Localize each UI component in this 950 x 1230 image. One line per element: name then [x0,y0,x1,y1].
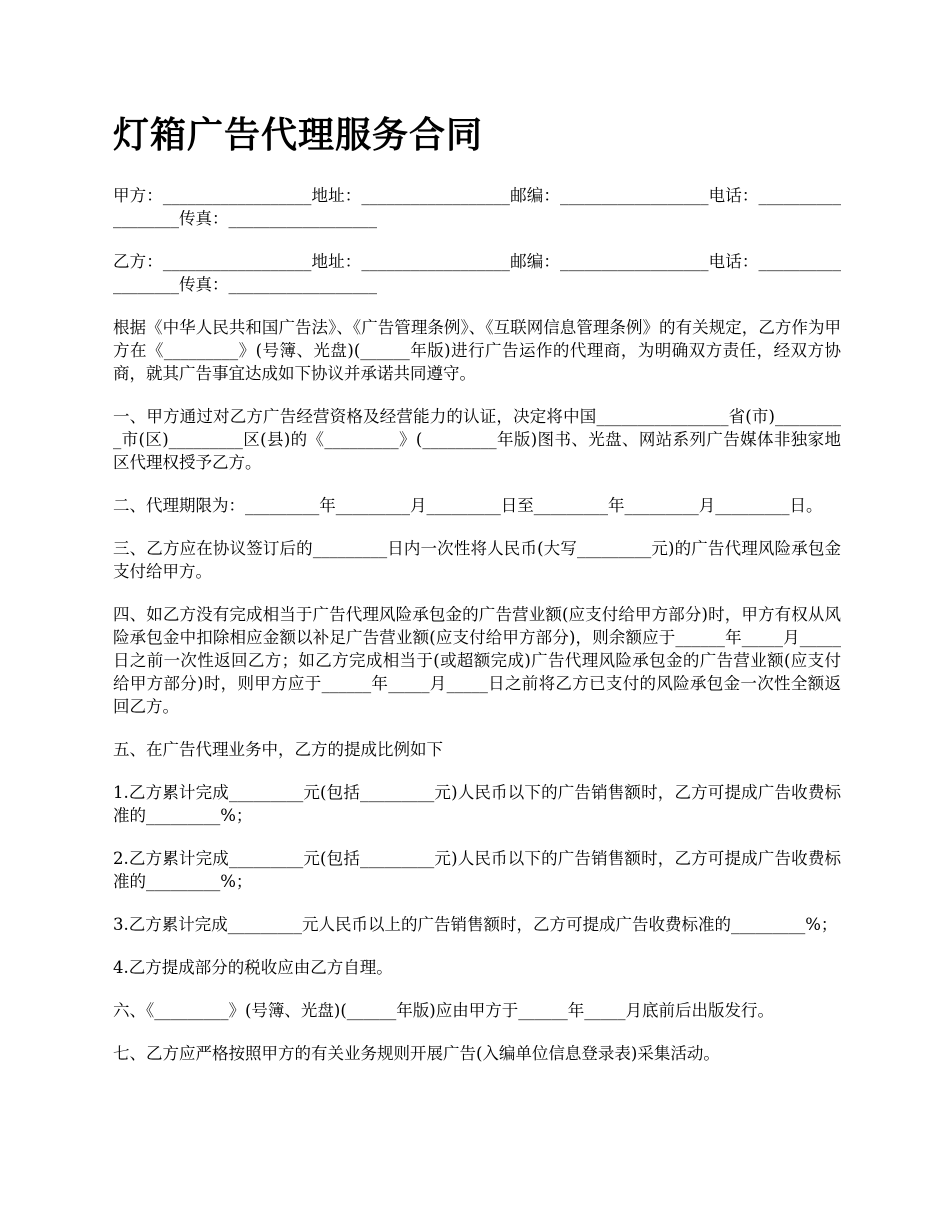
clause-4: 四、如乙方没有完成相当于广告代理风险承包金的广告营业额(应支付给甲方部分)时，甲方有权从风险承包金中扣除相应金额以补足广告营业额(应支付给甲方部分)，则余额应于______年_____月_____日之前一次性返回乙方；如乙方完成相当于(或超额完成)广告代理风险承包金的广告营业额(应支付给甲方部分)时，则甲方应于______年_____月_____日之前将乙方已支付的风险承包金一次性全额返回乙方。 [113,605,841,716]
party-b-info: 乙方：__________________地址：__________________邮编：__________________电话：__________________传真：__________________ [113,252,841,294]
clause-5-item-1: 1.乙方累计完成_________元(包括_________元)人民币以下的广告销售额时，乙方可提成广告收费标准的_________%； [113,783,841,825]
party-a-info: 甲方：__________________地址：__________________邮编：__________________电话：__________________传真：__________________ [113,186,841,228]
clause-1: 一、甲方通过对乙方广告经营资格及经营能力的认证，决定将中国________________省(市)_________市(区)_________区(县)的《_________》(_________年版)图书、光盘、网站系列广告媒体非独家地区代理权授予乙方。 [113,407,841,472]
clause-2: 二、代理期限为：_________年_________月_________日至_________年_________月_________日。 [113,496,823,515]
document-title: 灯箱广告代理服务合同 [113,115,484,156]
clause-5-item-4: 4.乙方提成部分的税收应由乙方自理。 [113,958,393,977]
contract-page [113,112,841,1085]
clause-5: 五、在广告代理业务中，乙方的提成比例如下 [113,740,443,759]
clause-5-item-3: 3.乙方累计完成_________元人民币以上的广告销售额时，乙方可提成广告收费标准的_________%； [113,915,838,934]
preamble-paragraph: 根据《中华人民共和国广告法》、《广告管理条例》、《互联网信息管理条例》的有关规定，乙方作为甲方在《_________》(号簿、光盘)(______年版)进行广告运作的代理商，为明确双方责任，经双方协商，就其广告事宜达成如下协议并承诺共同遵守。 [113,318,841,383]
clause-7: 七、乙方应严格按照甲方的有关业务规则开展广告(入编单位信息登录表)采集活动。 [113,1044,720,1063]
clause-6: 六、《_________》(号簿、光盘)(______年版)应由甲方于______年_____月底前后出版发行。 [113,1001,774,1020]
clause-5-item-2: 2.乙方累计完成_________元(包括_________元)人民币以下的广告销售额时，乙方可提成广告收费标准的_________%； [113,849,841,891]
clause-3: 三、乙方应在协议签订后的_________日内一次性将人民币(大写_________元)的广告代理风险承包金支付给甲方。 [113,539,841,581]
